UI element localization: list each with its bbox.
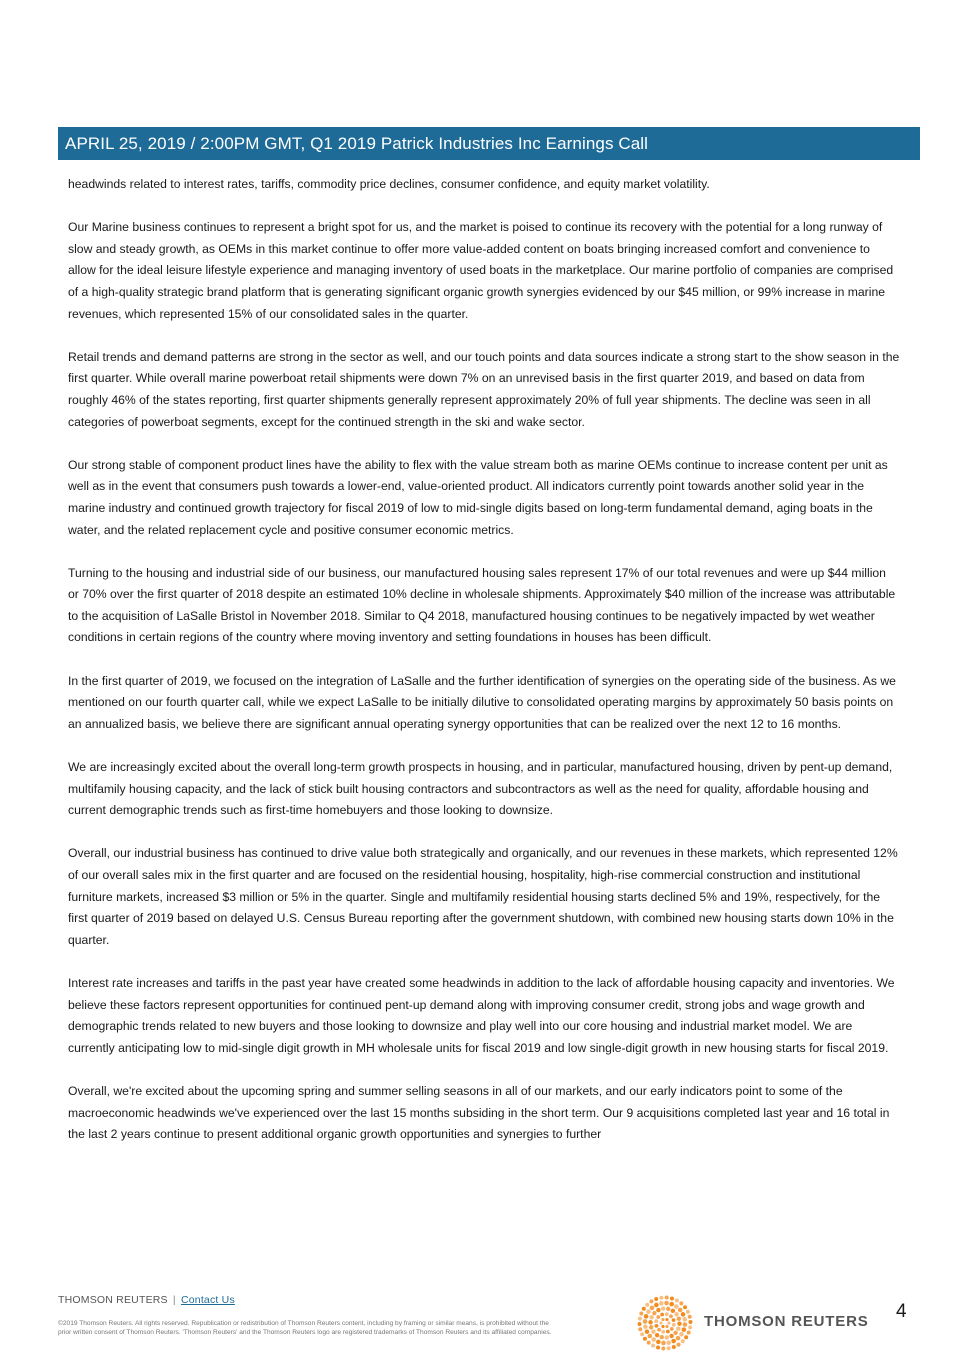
logo-dot xyxy=(677,1317,681,1321)
logo-dot xyxy=(645,1303,649,1307)
logo-dot xyxy=(671,1339,676,1344)
logo-dot xyxy=(673,1331,677,1335)
logo-dot xyxy=(684,1335,688,1339)
logo-dot xyxy=(660,1335,664,1339)
logo-dot xyxy=(651,1337,656,1342)
paragraph: Our Marine business continues to represent a bright spot for us, and the market is poised to continue its recovery with the potential for a long runway of slow and steady growth, as OEMs in this market continue to offer more value-added content on boats bringing increased comfort and convenience to allow for the ideal leisure lifestyle experience and managing inventory of used boats in the marketplace. Our marine portfolio of companies are comprised of a high-quality strategic brand platform that is generating significant organic growth synergies evidenced by our $45 million, or 99% increase in marine revenues, which represented 15% of our consolidated sales in the quarter. xyxy=(68,220,894,321)
logo-dot xyxy=(674,1312,678,1316)
logo-dot xyxy=(665,1312,669,1316)
paragraph: Interest rate increases and tariffs in the past year have created some headwinds in addition to the lack of affordable housing capacity and inventories. We believe these factors represent opportunities for continued pent-up demand along with improving consumer credit, strong jobs and wage growth and demographic trends related to new buyers and those looking to downsize and play well into our core housing and industrial market model. We are currently anticipating low to mid-single digit growth in MH wholesale units for fiscal 2019 and low single-digit growth in new housing starts for fiscal 2019. xyxy=(68,975,895,1055)
logo-dot xyxy=(638,1327,642,1331)
thomson-reuters-logo-icon xyxy=(636,1294,694,1352)
logo-dot xyxy=(655,1324,659,1328)
logo-dot xyxy=(665,1318,668,1321)
logo-dot xyxy=(688,1315,692,1319)
logo-dot xyxy=(679,1301,683,1305)
logo-dot xyxy=(669,1334,673,1338)
logo-dot xyxy=(643,1324,648,1329)
logo-dot xyxy=(656,1315,660,1319)
logo-dot xyxy=(661,1306,665,1310)
logo-dot xyxy=(665,1325,668,1328)
logo-dot xyxy=(665,1335,669,1339)
document-header-bar xyxy=(58,127,920,160)
logo-dot xyxy=(678,1308,683,1313)
paragraph: Our strong stable of component product lines have the ability to flex with the value stream both as marine OEMs continue to increase content per unit as well as in the event that consumers push towards a lower-end, value-oriented product. All indicators currently point towards another solid year in the marine industry and continued growth trajectory for fiscal 2019 of low to mid-single digits based on long-term fundamental demand, aging boats in the water, and the related replacement cycle and positive consumer economic metrics. xyxy=(68,457,888,537)
logo-dot xyxy=(661,1346,665,1350)
logo-dot xyxy=(661,1318,664,1321)
logo-dot xyxy=(638,1322,642,1326)
logo-dot xyxy=(676,1326,680,1330)
logo-dot xyxy=(661,1325,664,1328)
paragraph: In the first quarter of 2019, we focused on the integration of LaSalle and the further identification of synergies on the operating side of the business. As we mentioned on our fourth quarter call, while we expect LaSalle to be initially dilutive to consolidated operating margins by approximately 50 basis points on an annualized basis, we believe there are significant annual operating synergy opportunities that can be realized over the next 12 to 16 months. xyxy=(68,673,896,731)
transcript-body xyxy=(68,174,900,1167)
paragraph: Overall, we're excited about the upcoming spring and summer selling seasons in all of our markets, and our early indicators point to some of the macroeconomic headwinds we've experienced over the last 15 months subsiding in the short term. Our 9 acquisitions completed last year and 16 total in the last 2 years continue to present additional organic growth opportunities and synergies to further xyxy=(68,1083,890,1142)
logo-dot xyxy=(681,1312,686,1317)
logo-dot xyxy=(651,1344,655,1348)
logo-dot xyxy=(667,1346,671,1350)
logo-dot xyxy=(677,1322,681,1326)
logo-dot xyxy=(656,1308,660,1312)
footer-separator: | xyxy=(172,1294,176,1306)
logo-dot xyxy=(638,1317,642,1321)
footer-brand-line xyxy=(58,1294,235,1306)
logo-dot xyxy=(666,1330,670,1334)
logo-dot xyxy=(661,1330,665,1334)
logo-dot xyxy=(679,1332,684,1337)
logo-dot xyxy=(674,1304,679,1309)
logo-dot xyxy=(650,1306,655,1311)
logo-dot xyxy=(677,1343,681,1347)
logo-dot xyxy=(659,1301,664,1306)
logo-dot xyxy=(672,1345,676,1349)
logo-dot xyxy=(683,1322,688,1327)
logo-dot xyxy=(652,1311,656,1315)
logo-dot xyxy=(669,1314,673,1318)
logo-dot xyxy=(682,1317,687,1322)
page-number: 4 xyxy=(896,1301,907,1322)
logo-dot xyxy=(655,1333,659,1337)
logo-dot xyxy=(672,1318,676,1322)
logo-dot xyxy=(654,1319,658,1323)
logo-dot xyxy=(639,1312,643,1316)
logo-dot xyxy=(688,1325,692,1329)
logo-dot xyxy=(649,1315,653,1319)
logo-dot xyxy=(683,1305,687,1309)
page-footer xyxy=(58,1294,920,1354)
logo-dot xyxy=(682,1327,687,1332)
logo-dot xyxy=(659,1296,663,1300)
logo-dot xyxy=(688,1320,692,1324)
logo-dot xyxy=(643,1337,647,1341)
logo-dot xyxy=(648,1320,652,1324)
logo-dot xyxy=(649,1299,653,1303)
footer-brand-name: THOMSON REUTERS xyxy=(58,1294,168,1306)
logo-dot xyxy=(646,1309,651,1314)
contact-us-link[interactable]: Contact Us xyxy=(180,1294,235,1306)
paragraph: Turning to the housing and industrial side of our business, our manufactured housing sales represent 17% of our total revenues and were up $44 million or 70% over the first quarter of 2018 despite an estimated 10% decline in wholesale shipments. Approximately $40 million of the increase was attributable to the acquisition of LaSalle Bristol in November 2018. Similar to Q4 2018, manufactured housing continues to be negatively impacted by wet weather conditions in certain regions of the country where moving inventory and setting foundations in houses has been difficult. xyxy=(68,565,896,645)
logo-wordmark: THOMSON REUTERS xyxy=(704,1313,869,1330)
logo-dot xyxy=(667,1321,670,1324)
logo-dot xyxy=(644,1314,649,1319)
logo-dot xyxy=(686,1310,690,1314)
logo-dot xyxy=(672,1323,676,1327)
logo-dot xyxy=(675,1298,679,1302)
paragraph: headwinds related to interest rates, tariffs, commodity price declines, consumer confidence, and equity market volatility. xyxy=(68,177,710,191)
logo-dot xyxy=(665,1296,669,1300)
logo-dot xyxy=(654,1297,658,1301)
logo-dot xyxy=(660,1313,664,1317)
paragraph: Overall, our industrial business has continued to drive value both strategically and organically, and our revenues in these markets, which represented 12% of our overall sales mix in the first quarter and are focused on the residential housing, hospitality, high-rise commercial construction and institutional furniture markets, increased $3 million or 5% in the quarter. Single and multifamily residential housing starts declined 5% and 19%, respectively, for the first quarter of 2019 based on delayed U.S. Census Bureau reporting after the government shutdown, with combined new housing starts down 10% in the quarter. xyxy=(68,846,898,947)
logo-dot xyxy=(664,1301,669,1306)
document-title: APRIL 25, 2019 / 2:00PM GMT, Q1 2019 Patrick Industries Inc Earnings Call xyxy=(65,133,649,153)
paragraph: We are increasingly excited about the overall long-term growth prospects in housing, and in particular, manufactured housing, driven by pent-up demand, multifamily housing capacity, and the lack of stick built housing contractors and subcontractors as well as the need for quality, affordable housing and current demographic trends such as first-time homebuyers and those looking to downsize. xyxy=(68,760,893,818)
logo-dot xyxy=(642,1307,646,1311)
logo-dot xyxy=(657,1328,661,1332)
copyright-notice: ©2019 Thomson Reuters. All rights reserved. Republication or redistribution of Thomson Reuters content, including by framing or similar means, is prohibited without the prior written consent of Thomson Reuters. 'Thomson Reuters' and the Thomson Reuters logo are registered trademarks of Thomson Reuters and its affiliated companies. xyxy=(58,1320,552,1336)
logo-dot xyxy=(681,1339,685,1343)
logo-dot xyxy=(661,1341,666,1346)
logo-dot xyxy=(670,1327,674,1331)
logo-dot xyxy=(643,1319,648,1324)
logo-dot xyxy=(656,1340,661,1345)
logo-dot xyxy=(656,1346,660,1350)
logo-dot xyxy=(671,1309,675,1313)
logo-dot xyxy=(666,1340,671,1345)
logo-dot xyxy=(659,1321,662,1324)
logo-dot xyxy=(654,1303,659,1308)
logo-dot xyxy=(666,1307,670,1311)
logo-dot xyxy=(649,1325,653,1329)
logo-dot xyxy=(647,1341,651,1345)
logo-dot xyxy=(670,1296,674,1300)
paragraph: Retail trends and demand patterns are strong in the sector as well, and our touch points and data sources indicate a strong start to the show season in the first quarter. While overall marine powerboat retail shipments were down 7% on an unrevised basis in the first quarter 2019, and based on data from roughly 46% of the states reporting, first quarter shipments generally represent approximately 20% of full year shipments. The decline was seen in all categories of powerboat segments, except for the continued strength in the ski and wake sector. xyxy=(68,349,900,429)
logo-dot xyxy=(645,1329,650,1334)
logo-dot xyxy=(648,1334,653,1339)
logo-dot xyxy=(651,1330,655,1334)
logo-dot xyxy=(676,1336,681,1341)
logo-dot xyxy=(669,1302,674,1307)
logo-dot xyxy=(640,1332,644,1336)
logo-dot xyxy=(687,1330,691,1334)
